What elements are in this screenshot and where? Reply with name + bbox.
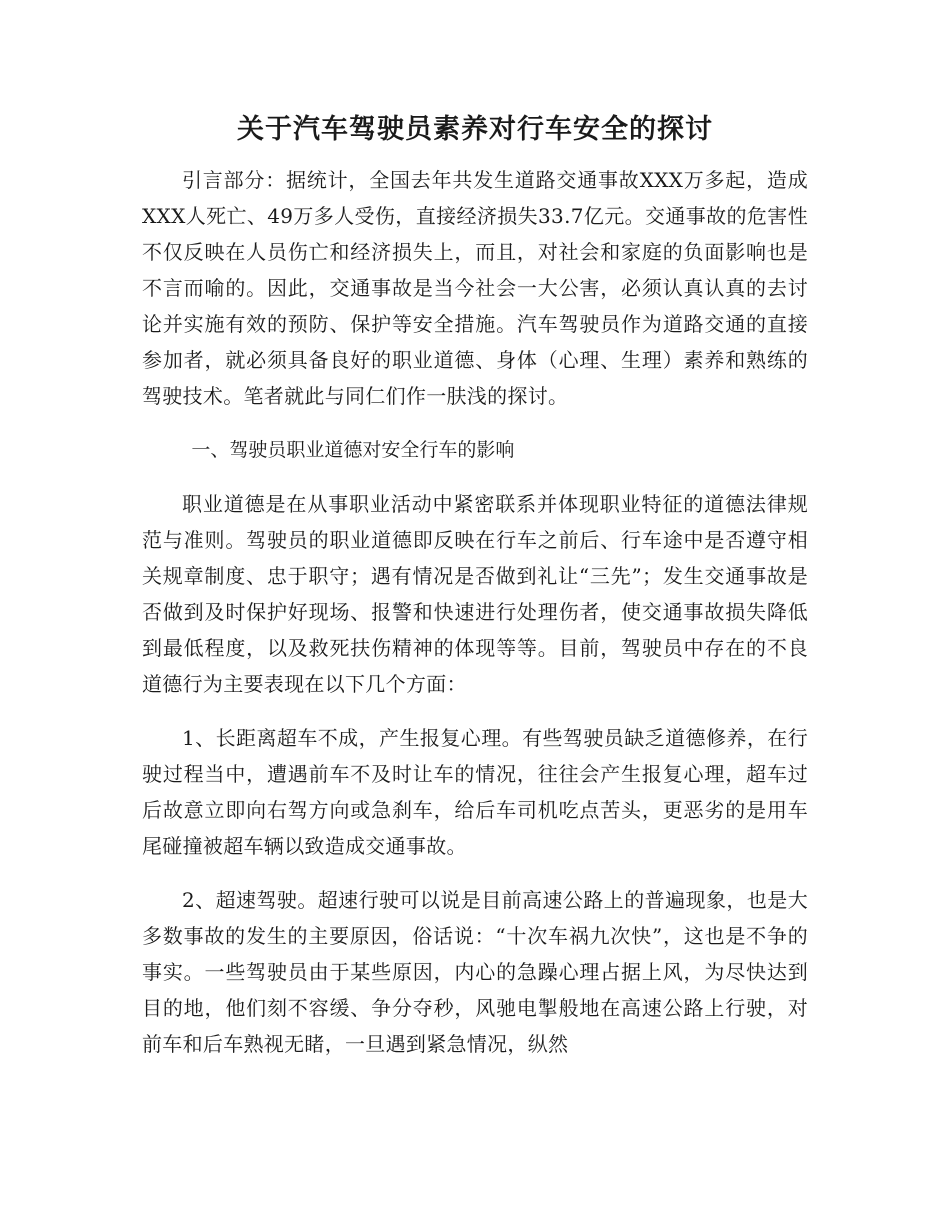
section-1-heading: 一、驾驶员职业道德对安全行车的影响 [191, 439, 515, 461]
list-item-2: 2、超速驾驶。超速行驶可以说是目前高速公路上的普遍现象，也是大多数事故的发生的主要原因，俗话说：“十次车祸九次快”，这也是不争的事实。一些驾驶员由于某些原因，内心的急躁心理占据上风，为尽快达到目的地，他们刻不容缓、争分夺秒，风驰电掣般地在高速公路上行驶，对前车和后车熟视无睹，一旦遇到紧急情况，纵然 [142, 888, 808, 1056]
document-title: 关于汽车驾驶员素养对行车安全的探讨 [237, 114, 713, 145]
section-1-paragraph: 职业道德是在从事职业活动中紧密联系并体现职业特征的道德法律规范与准则。驾驶员的职业道德即反映在行车之前后、行车途中是否遵守相关规章制度、忠于职守；遇有情况是否做到礼让“三先”；发生交通事故是否做到及时保护好现场、报警和快速进行处理伤者，使交通事故损失降低到最低程度，以及救死扶伤精神的体现等等。目前，驾驶员中存在的不良道德行为主要表现在以下几个方面： [142, 492, 808, 696]
document-page [142, 110, 808, 1062]
intro-paragraph: 引言部分：据统计，全国去年共发生道路交通事故XXX万多起，造成XXX人死亡、49万多人受伤，直接经济损失33.7亿元。交通事故的危害性不仅反映在人员伤亡和经济损失上，而且，对社会和家庭的负面影响也是不言而喻的。因此，交通事故是当今社会一大公害，必须认真认真的去讨论并实施有效的预防、保护等安全措施。汽车驾驶员作为道路交通的直接参加者，就必须具备良好的职业道德、身体（心理、生理）素养和熟练的驾驶技术。笔者就此与同仁们作一肤浅的探讨。 [142, 168, 808, 408]
list-item-1: 1、长距离超车不成，产生报复心理。有些驾驶员缺乏道德修养，在行驶过程当中，遭遇前车不及时让车的情况，往往会产生报复心理，超车过后故意立即向右驾方向或急刹车，给后车司机吃点苦头，更恶劣的是用车尾碰撞被超车辆以致造成交通事故。 [142, 726, 808, 858]
